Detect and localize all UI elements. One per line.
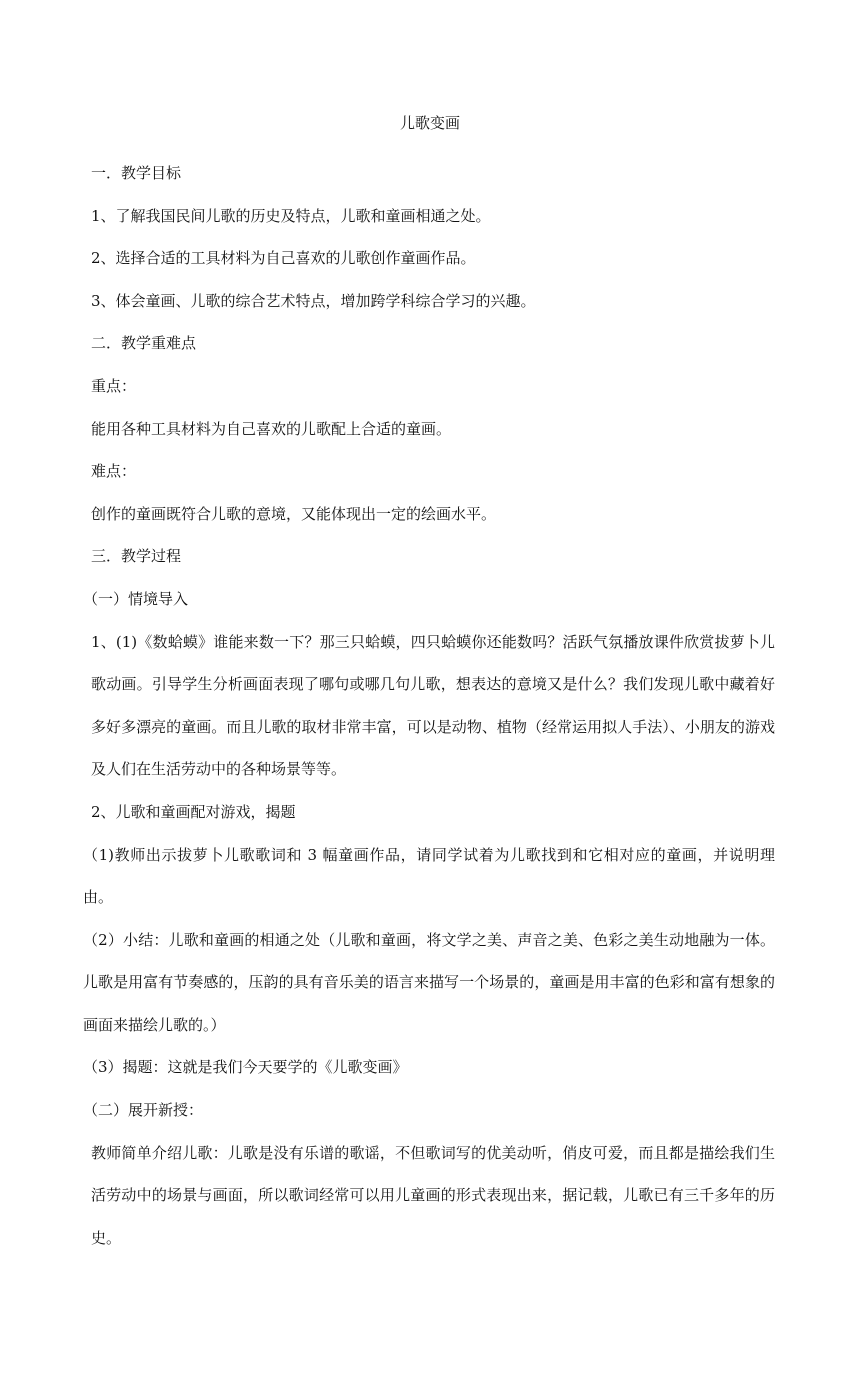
key-point-label: 重点： (91, 376, 137, 395)
subsection-new-teaching: （二）展开新授： (83, 1101, 204, 1120)
paragraph-matching-game: 2、儿歌和童画配对游戏，揭题 (91, 802, 296, 821)
difficulty-label: 难点： (91, 462, 137, 481)
paragraph-teacher-intro: 教师简单介绍儿歌：儿歌是没有乐谱的歌谣，不但歌词写的优美动听，俏皮可爱，而且都是描绘我们生活劳动中的场景与画面，所以歌词经常可以用儿童画的形式表现出来，据记载，儿歌已有三千多年的历史。 (91, 1143, 775, 1247)
paragraph-step-1: （1)教师出示拔萝卜儿歌歌词和 3 幅童画作品，请同学试着为儿歌找到和它相对应的童画，并说明理由。 (83, 845, 775, 907)
document-body (83, 152, 775, 1259)
section-heading-key-points: 二．教学重难点 (91, 334, 197, 353)
section-heading-process: 三．教学过程 (91, 547, 182, 566)
section-heading-objectives: 一．教学目标 (91, 164, 182, 182)
difficulty-text: 创作的童画既符合儿歌的意境，又能体现出一定的绘画水平。 (91, 504, 497, 523)
paragraph-step-3: （3）揭题：这就是我们今天要学的《儿歌变画》 (83, 1058, 408, 1077)
paragraph-step-2: （2）小结：儿歌和童画的相通之处（儿歌和童画，将文学之美、声音之美、色彩之美生动地融为一体。儿歌是用富有节奏感的，压韵的具有音乐美的语言来描写一个场景的，童画是用丰富的色彩和富有想象的画面来描绘儿歌的。） (83, 930, 775, 1034)
objective-1: 1、了解我国民间儿歌的历史及特点，儿歌和童画相通之处。 (91, 206, 491, 225)
paragraph-intro-activity: 1、(1)《数蛤蟆》谁能来数一下？那三只蛤蟆，四只蛤蟆你还能数吗？活跃气氛播放课件欣赏拔萝卜儿歌动画。引导学生分析画面表现了哪句或哪几句儿歌，想表达的意境又是什么？我们发现儿歌中藏着好多好多漂亮的童画。而且儿歌的取材非常丰富，可以是动物、植物（经常运用拟人手法）、小朋友的游戏及人们在生活劳动中的各种场景等等。 (91, 632, 775, 779)
objective-2: 2、选择合适的工具材料为自己喜欢的儿歌创作童画作品。 (91, 249, 476, 268)
key-point-text: 能用各种工具材料为自己喜欢的儿歌配上合适的童画。 (91, 419, 452, 438)
objective-3: 3、体会童画、儿歌的综合艺术特点，增加跨学科综合学习的兴趣。 (91, 291, 536, 310)
document-title: 儿歌变画 (399, 114, 460, 132)
subsection-introduction: （一）情境导入 (83, 589, 189, 608)
